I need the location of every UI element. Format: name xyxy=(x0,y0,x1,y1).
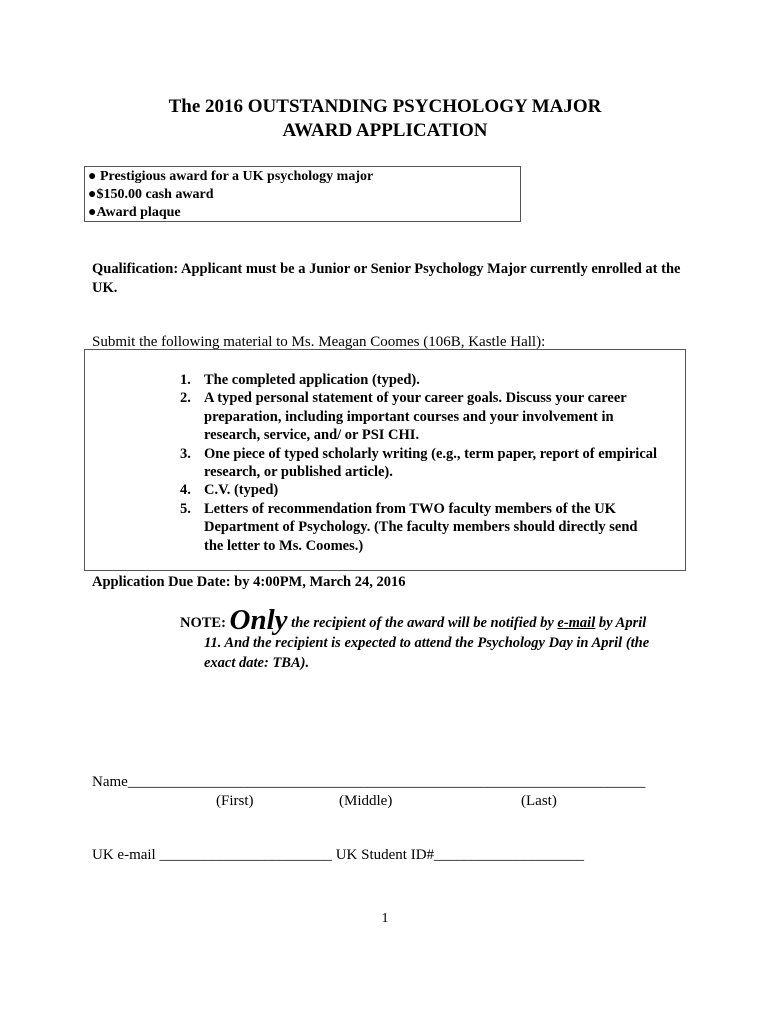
name-field[interactable]: Name_____________________________________________________________________ xyxy=(92,774,646,790)
requirements-list xyxy=(180,371,660,555)
highlight-plaque: ●Award plaque xyxy=(88,205,181,220)
email-and-student-id-fields[interactable]: UK e-mail _______________________ UK Student ID#____________________ xyxy=(92,847,585,863)
note-line-1 xyxy=(180,604,680,636)
note-email-link[interactable]: e-mail xyxy=(557,615,596,631)
requirement-item xyxy=(180,481,660,499)
highlight-cash: ●$150.00 cash award xyxy=(88,187,214,202)
note-line-2: 11. And the recipient is expected to attend the Psychology Day in April (the xyxy=(204,635,650,651)
requirement-number: 4. xyxy=(180,482,191,499)
highlight-prestige: ● Prestigious award for a UK psychology major xyxy=(88,169,374,184)
document-title-line-2: AWARD APPLICATION xyxy=(282,120,488,141)
requirement-number: 5. xyxy=(180,500,191,517)
requirement-item xyxy=(180,445,660,482)
page-number: 1 xyxy=(381,911,389,926)
requirement-text: The completed application (typed). xyxy=(204,372,420,388)
note-only-emphasis: Only xyxy=(229,604,288,636)
requirement-number: 2. xyxy=(180,390,191,407)
qualification-text: Qualification: Applicant must be a Junior or Senior Psychology Major currently enrolled at the UK. xyxy=(92,261,681,296)
note-line-3: exact date: TBA). xyxy=(204,655,310,671)
requirement-item xyxy=(180,389,660,444)
note-text-after-link: by April xyxy=(595,615,647,631)
submit-instruction: Submit the following material to Ms. Meagan Coomes (106B, Kastle Hall): xyxy=(92,334,546,350)
document-title-line-1: The 2016 OUTSTANDING PSYCHOLOGY MAJOR xyxy=(168,96,602,117)
note-label: NOTE: xyxy=(180,615,230,631)
requirement-item xyxy=(180,371,660,389)
requirement-item xyxy=(180,500,660,555)
name-last-label: (Last) xyxy=(521,793,557,809)
recipient-note xyxy=(180,604,680,673)
requirement-number: 1. xyxy=(180,372,191,388)
requirement-text: One piece of typed scholarly writing (e.g., term paper, report of empirical research, or published article). xyxy=(204,445,658,481)
requirement-text: A typed personal statement of your career goals. Discuss your career preparation, including important courses and your involvement in research, service, and/ or PSI CHI. xyxy=(204,390,627,444)
requirement-number: 3. xyxy=(180,445,191,462)
requirement-text: Letters of recommendation from TWO faculty members of the UK Department of Psychology. (The faculty members should directly send the letter to Ms. Coomes.) xyxy=(204,500,638,554)
award-highlights-box xyxy=(84,166,521,222)
requirement-text: C.V. (typed) xyxy=(204,482,279,499)
note-text-before-link: the recipient of the award will be notified by xyxy=(287,615,558,631)
due-date: Application Due Date: by 4:00PM, March 24, 2016 xyxy=(92,574,406,590)
name-middle-label: (Middle) xyxy=(339,793,393,809)
name-first-label: (First) xyxy=(216,793,254,809)
